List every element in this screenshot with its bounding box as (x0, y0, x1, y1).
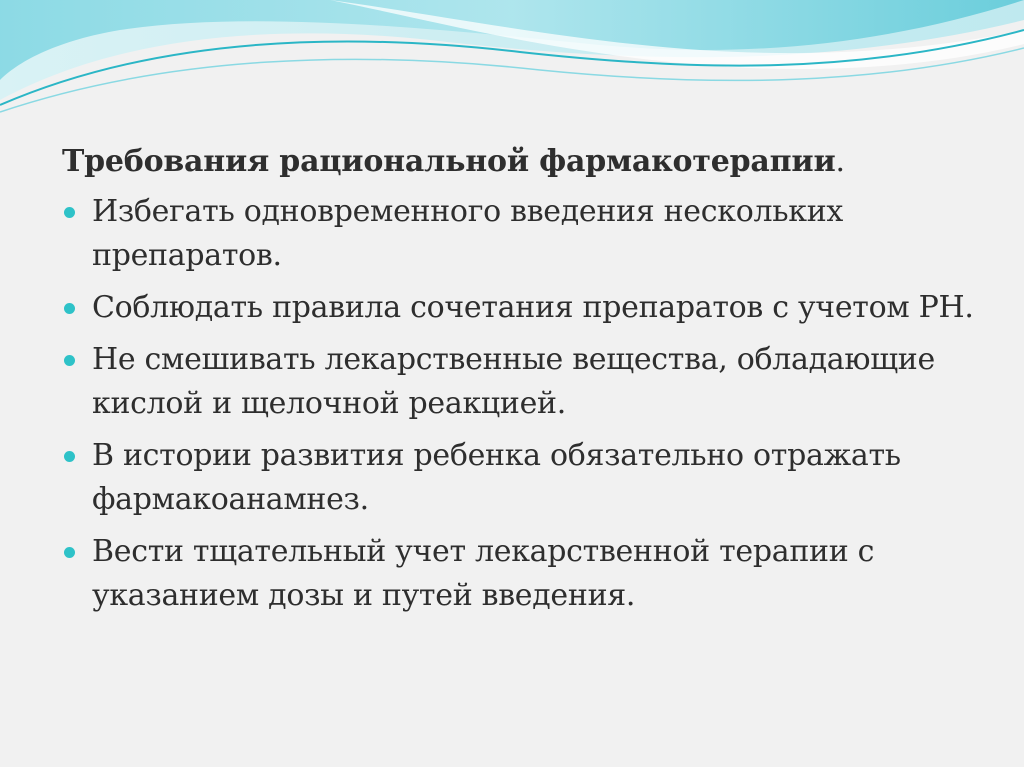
header-wave-decoration (0, 0, 1024, 140)
bullet-dot-icon (64, 355, 75, 366)
bullet-dot-icon (64, 451, 75, 462)
bullet-dot-icon (64, 303, 75, 314)
slide-content (62, 140, 982, 626)
slide-title (62, 140, 982, 184)
bullet-item (62, 338, 982, 426)
bullet-list (62, 190, 982, 618)
bullet-text: Вести тщательный учет лекарственной терапии с указанием дозы и путей введения. (92, 534, 875, 613)
bullet-item (62, 434, 982, 522)
bullet-text: Избегать одновременного введения нескольких препаратов. (92, 194, 844, 273)
bullet-dot-icon (64, 547, 75, 558)
bullet-text: В истории развития ребенка обязательно отражать фармакоанамнез. (92, 438, 901, 517)
bullet-item (62, 190, 982, 278)
bullet-dot-icon (64, 207, 75, 218)
bullet-text: Соблюдать правила сочетания препаратов с учетом РН. (92, 290, 974, 325)
bullet-item (62, 530, 982, 618)
slide-title-text: Требования рациональной фармакотерапии (62, 144, 836, 179)
bullet-item (62, 286, 982, 330)
bullet-text: Не смешивать лекарственные вещества, обладающие кислой и щелочной реакцией. (92, 342, 935, 421)
slide-title-period: . (835, 144, 845, 179)
